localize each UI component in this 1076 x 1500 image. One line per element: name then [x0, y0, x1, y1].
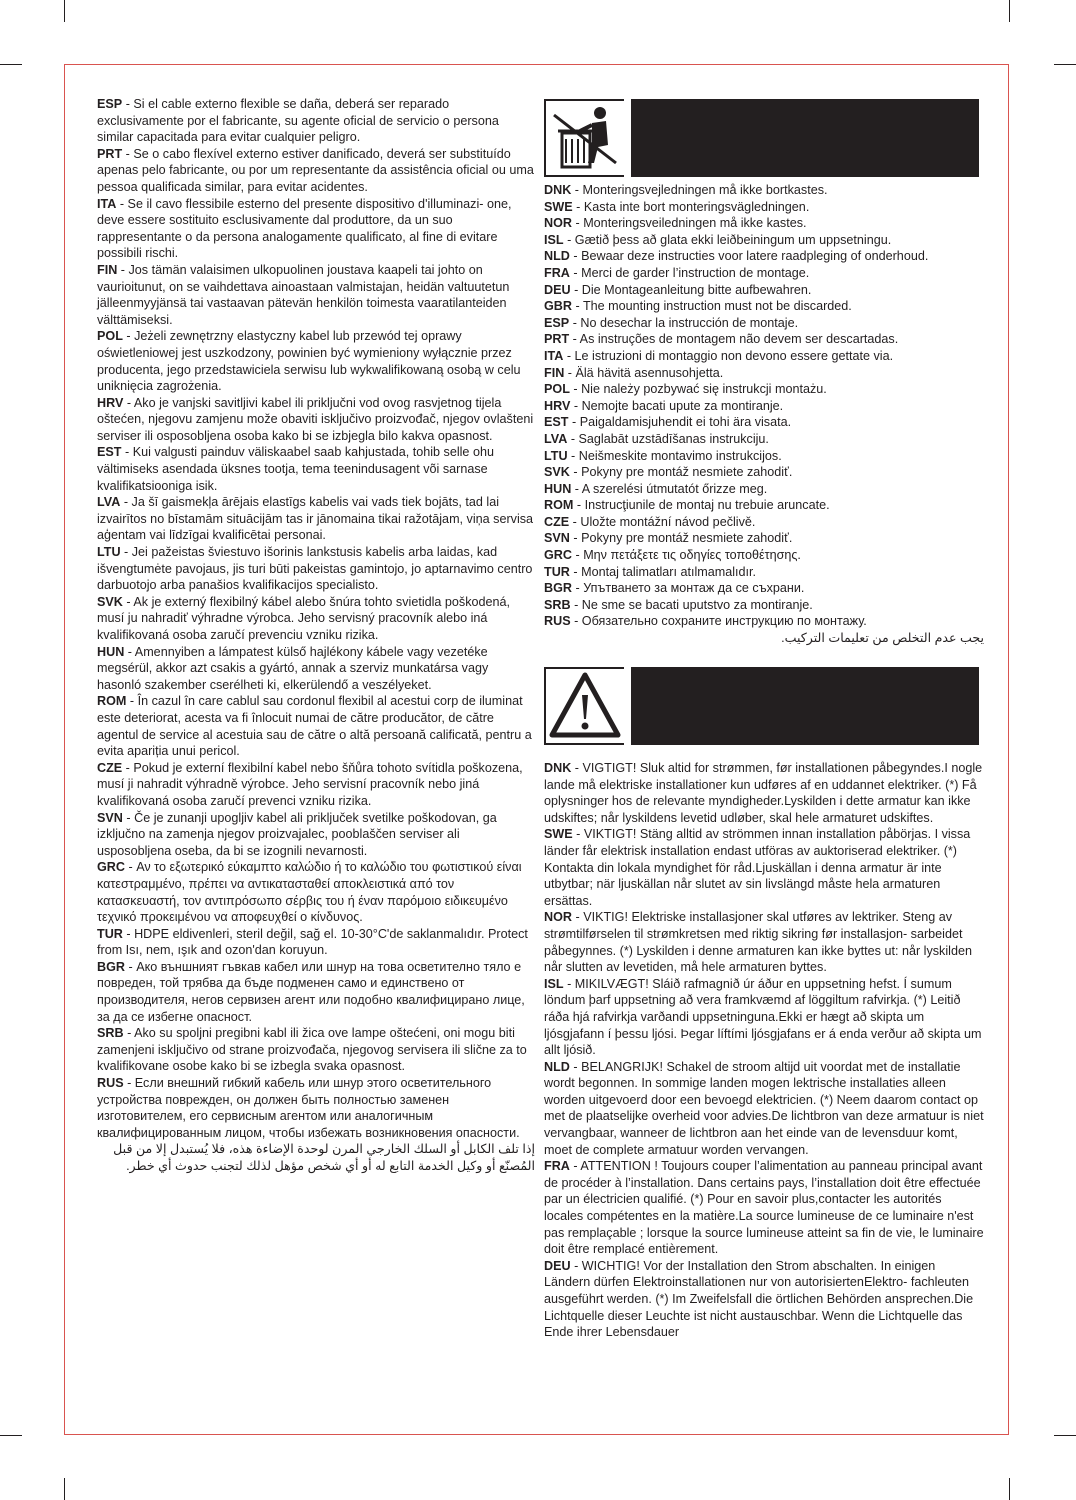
language-text: - Älä hävitä asennusohjetta.	[564, 365, 724, 380]
language-code: POL	[97, 329, 123, 344]
language-entry	[544, 348, 984, 365]
language-text: - Če je zunanji upogljiv kabel ali priključek svetilke poškodovan, ga izključno na zamenja njegov proizvajalec, pooblaščen serviser ali usposobljena oseba, da bi se izognili nevarnosti.	[97, 810, 497, 858]
language-entry	[97, 594, 535, 644]
language-entry	[97, 444, 535, 494]
language-entry	[544, 265, 984, 282]
language-text: - Nemojte bacati upute za montiranje.	[570, 398, 784, 413]
language-text: - Jeżeli zewnętrzny elastyczny kabel lub przewód tej oprawy oświetleniowej jest uszkodzony, powinien być wymieniony wyłącznie przez producenta, jego przedstawiciela serwisu lub wykwalifikowaną osobą w celu uniknięcia zagrożenia.	[97, 329, 521, 394]
language-code: GRC	[97, 860, 125, 875]
language-code: ISL	[544, 976, 564, 991]
crop-mark-top-right-v	[1009, 0, 1010, 22]
language-entry	[544, 613, 984, 630]
language-text: - Обязательно сохраните инструкцию по монтажу.	[570, 614, 867, 629]
language-code: NLD	[544, 1059, 570, 1074]
language-entry	[544, 481, 984, 498]
crop-mark-bottom-left-v	[64, 1478, 65, 1500]
language-entry	[97, 959, 535, 1025]
language-entry	[544, 215, 984, 232]
language-code: BGR	[544, 581, 572, 596]
language-entry	[544, 381, 984, 398]
language-entry	[97, 494, 535, 544]
language-text: - Μην πετάξετε τις οδηγίες τοποθέτησης.	[572, 548, 801, 563]
language-entry	[544, 282, 984, 299]
arabic-manual-keep: يجب عدم التخلص من تعليمات التركيب.	[781, 631, 984, 646]
language-entry	[544, 315, 984, 332]
language-text: - ATTENTION ! Toujours couper l’alimentation au panneau principal avant de procéder à l’installation. Dans certains pays, l’installation doit être effectuée par un électricien qualifié. (*) Pour en savoir plus,contacter les autorités locales compétentes en la matière.La source lumineuse de ce luminaire n'est pas remplaçable ; lorsque la source lumineuse atteint sa fin de vie, le luminaire doit être remplacé entièrement.	[544, 1159, 984, 1257]
language-text: - Se il cavo flessibile esterno del presente dispositivo d'illuminazi- one, deve essere sostituito esclusivamente dal produttore, da un suo rappresentante o da persona analogamente qualificato, al fine di evitare possibili rischi.	[97, 196, 512, 261]
language-text: - No desechar la instrucción de montaje.	[569, 315, 799, 330]
language-text: - Kui valgusti painduv väliskaabel saab kahjustada, tohib selle ohu vältimiseks asendada üksnes tootja, tema teenindusagent või sarnase kvalifikatsiooniga isik.	[97, 445, 494, 493]
language-code: LTU	[544, 448, 568, 463]
language-text: - Monteringsvejledningen må ikke bortkastes.	[571, 183, 828, 197]
language-text: - Amennyiben a lámpatest külső hajlékony kábele vagy vezetéke megsérül, akkor azt csakis a gyártó, annak a szerviz munkatársa vagy hasonló szakember cserélheti ki, elkerülendő a veszélyeket.	[97, 644, 489, 692]
language-code: HRV	[97, 395, 124, 410]
language-entry	[544, 464, 984, 481]
right-bottom-column	[544, 760, 984, 1341]
language-text: - Jos tämän valaisimen ulkopuolinen joustava kaapeli tai johto on vaurioitunut, on se vaihdettava ainoastaan valmistajan, heidän valtuutetun jälleenmyyjänsä tai vastaavan pätevän henkilön toimesta vaaratilanteiden välttämiseksi.	[97, 262, 510, 327]
no-dustbin-icon	[546, 101, 624, 175]
language-code: DEU	[544, 282, 571, 297]
language-code: ROM	[97, 694, 127, 709]
language-text: - Montaj talimatları atılmamalıdır.	[569, 564, 757, 579]
warning-triangle-icon	[546, 669, 624, 743]
language-code: PRT	[544, 332, 570, 347]
language-entry	[544, 760, 984, 826]
language-entry	[544, 514, 984, 531]
language-code: RUS	[97, 1076, 124, 1091]
language-text: - Ak je externý flexibilný kábel alebo šnúra tohto svietidla poškodená, musí ju nahradiť výhradne výrobca. Jeho servisný pracovník alebo iná kvalifikovaná osoba zaručí prevenciu vzniku rizika.	[97, 594, 511, 642]
language-text: - Kasta inte bort monteringsvägledningen.	[572, 199, 810, 214]
banner-gap	[624, 99, 631, 177]
language-entry	[544, 597, 984, 614]
language-entry	[544, 448, 984, 465]
language-text: - Nie należy pozbywać się instrukcji montażu.	[569, 382, 827, 397]
language-code: NOR	[544, 216, 572, 231]
language-code: FIN	[97, 262, 118, 277]
language-code: ITA	[544, 348, 564, 363]
language-text: - Le istruzioni di montaggio non devono essere gettate via.	[563, 348, 894, 363]
language-code: SWE	[544, 199, 573, 214]
language-text: - Merci de garder l’instruction de montage.	[569, 265, 810, 280]
language-entry	[97, 328, 535, 394]
language-text: - Ako je vanjski savitljivi kabel ili priključni vod ovog rasvjetnog tijela oštećen, njegovu zamjenu može obaviti isključivo proizvođač, njegov ovlašteni serviser ili osposobljena osoba kako bi se izbjegla bilo kakva opasnost.	[97, 395, 534, 443]
language-text: - WICHTIG! Vor der Installation den Strom abschalten. In einigen Ländern dürfen Elektroinstallationen nur von autorisiertenElektro- fachleuten ausgeführt werden. (*) Im Zweifelsfall die örtlichen Behörden ansprechen.Die Lichtquelle dieser Leuchte ist nicht austauschbar. Wenn die Lichtquelle das Ende ihrer Lebensdauer	[544, 1258, 974, 1340]
language-entry	[97, 644, 535, 694]
disposal-banner	[544, 99, 979, 177]
language-code: BGR	[97, 959, 125, 974]
language-entry	[97, 146, 535, 196]
language-text: - În cazul în care cablul sau cordonul flexibil al acestui corp de iluminat este deteriorat, acesta va fi înlocuit numai de către producător, de către agentul de service al acestuia sau de către o altă persoană calificată, pentru a evita apariția unui pericol.	[97, 694, 532, 759]
language-entry	[544, 1158, 984, 1258]
language-text: - Ja šī gaismekļa ārējais elastīgs kabelis vai vads tiek bojāts, tad lai izvairītos no bīstamām situācijām tas ir jānomaina tikai ražotājam, viņa servisa aģentam vai līdzīgai kvalificētai personai.	[97, 495, 534, 543]
language-text: - Pokyny pre montáž nesmiete zahodiť.	[569, 465, 793, 480]
language-text: - VIKTIGT! Stäng alltid av strömmen innan installation påbörjas. I vissa länder får elektrisk installation endast utföras av auktoriserad elektriker. (*) Kontakta din lokala myndighet för råd.Ljuskällan i denna armatur är inte utbytbar; när ljuskällan når slutet av sin livslängd måste hela armaturen ersättas.	[544, 827, 971, 908]
language-code: HUN	[97, 644, 125, 659]
language-entry	[97, 262, 535, 328]
language-entry	[97, 693, 535, 759]
language-code: ESP	[544, 315, 570, 330]
language-code: SVN	[544, 531, 570, 546]
language-entry	[544, 431, 984, 448]
language-entry	[97, 1075, 535, 1141]
language-text: - Если внешний гибкий кабель или шнур этого осветительного устройства поврежден, он должен быть полностью заменен изготовителем, его сервисным агентом или аналогичным квалифицированным лицом, чтобы избежать возникновения опасности.	[97, 1076, 520, 1140]
crop-mark-top-left-v	[64, 0, 65, 22]
language-code: TUR	[544, 564, 570, 579]
installation-warning-list	[544, 760, 984, 1341]
language-code: SVK	[544, 465, 570, 480]
crop-mark-bottom-right-h	[1054, 1435, 1076, 1436]
language-text: - Pokud je externí flexibilní kabel nebo šňůra tohoto svítidla poškozena, musí ji nahradit výhradně výrobce. Jeho servisní pracovník nebo jiná kvalifikovaná osoba zaručí prevenci vzniku rizika.	[97, 760, 523, 808]
language-entry	[544, 248, 984, 265]
language-text: - Uložte montážní návod pečlivě.	[569, 514, 756, 529]
language-entry	[544, 909, 984, 975]
language-entry	[97, 760, 535, 810]
language-entry	[544, 182, 984, 199]
language-code: ROM	[544, 498, 574, 513]
language-entry	[97, 196, 535, 262]
language-code: NOR	[544, 910, 572, 925]
language-entry	[544, 414, 984, 431]
language-code: HUN	[544, 481, 572, 496]
language-code: RUS	[544, 614, 571, 629]
language-entry	[544, 331, 984, 348]
language-code: GRC	[544, 548, 572, 563]
language-text: - Ako su spoljni pregibni kabl ili žica ove lampe oštećeni, oni mogu biti zamenjeni isključivo od strane proizvođača, njegovog servisera ili slične za to kvalifikovane osobe kako bi se izbegla svaka opasnost.	[97, 1026, 527, 1074]
language-text: - MIKILVÆGT! Sláið rafmagnið úr áður en uppsetning hefst. Í sumum löndum þarf uppsetning að vera framkvæmd af löggiltum rafvirkja. (*) Leitið ráða hjá rafvirkja varðandi uppsetninguna.Ekki er hægt að skipta um ljósgjafann í þessu ljósi. Þegar líftími ljósgjafans er á enda verður að skipta um allt ljósið.	[544, 976, 982, 1058]
language-entry	[97, 859, 535, 925]
language-code: PRT	[97, 146, 123, 161]
language-code: DNK	[544, 183, 572, 197]
language-code: FRA	[544, 1159, 570, 1174]
language-text: - Monteringsveiledningen må ikke kastes.	[572, 216, 807, 231]
language-entry	[544, 398, 984, 415]
language-code: GBR	[544, 299, 572, 314]
left-column	[97, 96, 535, 1175]
language-entry	[97, 395, 535, 445]
language-code: LVA	[544, 431, 568, 446]
language-entry	[544, 365, 984, 382]
language-text: - Die Montageanleitung bitte aufbewahren.	[570, 282, 812, 297]
language-entry	[544, 564, 984, 581]
language-code: HRV	[544, 398, 571, 413]
language-entry	[544, 199, 984, 216]
manual-keep-list	[544, 182, 984, 630]
banner-gap	[624, 667, 631, 745]
language-text: - Gætið þess að glata ekki leiðbeiningum um uppsetningu.	[563, 232, 892, 247]
language-code: EST	[97, 445, 122, 460]
language-code: LVA	[97, 495, 121, 510]
language-text: - BELANGRIJK! Schakel de stroom altijd uit voordat met de installatie wordt begonnen. In sommige landen mogen lektrische installaties alleen worden uitgevoerd door een bevoegd elektricien. (*) Neem daarom contact op met de plaatselijke overheid voor advies.De lichtbron van deze armatuur is niet vervangbaar, wanneer de lichtbron aan het einde van de levensduur komt, moet de complete armatuur worden vervangen.	[544, 1059, 984, 1157]
language-text: - Bewaar deze instructies voor latere raadpleging of onderhoud.	[569, 249, 929, 264]
language-code: DEU	[544, 1258, 571, 1273]
language-text: - Neišmeskite montavimo instrukcijos.	[567, 448, 782, 463]
crop-mark-top-right-h	[1054, 64, 1076, 65]
language-text: - Instrucţiunile de montaj nu trebuie aruncate.	[573, 498, 830, 513]
language-code: ITA	[97, 196, 117, 211]
language-entry	[544, 232, 984, 249]
language-code: LTU	[97, 545, 121, 560]
language-entry	[544, 497, 984, 514]
warning-banner	[544, 667, 979, 745]
language-text: - VIGTIGT! Sluk altid for strømmen, før installationen påbegyndes.I nogle lande må elektriske installationer kun udføres af en uddannet elektriker. (*) Få oplysninger hos de relevante myndigheder.Lyskilden i dette armatur kan ikke udskiftes; når lyskildens levetid udløber, skal hele armaturet udskiftes.	[544, 761, 983, 825]
language-text: - Se o cabo flexível externo estiver danificado, deverá ser substituído apenas pelo fabricante, ou por um representante da assistência oficial ou uma pessoa qualificada similar, para evitar acidentes.	[97, 146, 534, 194]
language-code: SRB	[544, 597, 571, 612]
language-entry	[97, 1025, 535, 1075]
language-text: - Ne sme se bacati uputstvo za montiranje.	[570, 597, 813, 612]
language-entry	[544, 976, 984, 1059]
language-entry	[544, 1059, 984, 1159]
language-entry	[97, 810, 535, 860]
crop-mark-top-left-h	[0, 64, 22, 65]
language-entry	[97, 96, 535, 146]
language-code: FIN	[544, 365, 565, 380]
language-code: CZE	[544, 514, 570, 529]
language-text: - Paigaldamisjuhendit ei tohi ära visata.	[568, 415, 792, 430]
language-code: POL	[544, 382, 570, 397]
language-code: TUR	[97, 926, 123, 941]
language-text: - Si el cable externo flexible se daña, deberá ser reparado exclusivamente por el fabricante, su agente oficial de servicio o persona similar capacitada para evitar cualquier peligro.	[97, 97, 499, 145]
arabic-cable-warning: إذا تلف الكابل أو السلك الخارجي المرن لوحدة الإضاءة هذه، فلا يُستبدل إلا من قبل المُصنّع أو وكيل الخدمة التابع له أو أي شخص مؤهل لذلك لتجنب حدوث أي خطر.	[113, 1142, 535, 1173]
language-text: - Pokyny pre montáž nesmiete zahodiť.	[569, 531, 793, 546]
language-text: - A szerelési útmutatót őrizze meg.	[571, 481, 768, 496]
language-entry	[544, 826, 984, 909]
language-code: CZE	[97, 760, 123, 775]
language-code: ISL	[544, 232, 564, 247]
language-text: - VIKTIG! Elektriske installasjoner skal utføres av lektriker. Steng av strømtilførselen til strømkretsen med riktig sikring før installasjon- sarbeidet påbegynnes. (*) Lyskilden i denne armaturen kan ikke byttes ut: når lyskilden når slutten av levetiden, må hele armaturen byttes.	[544, 910, 972, 975]
right-top-column	[544, 182, 984, 647]
language-code: ESP	[97, 97, 123, 111]
language-text: - Αν το εξωτερικό εύκαμπτο καλώδιο ή το καλώδιο του φωτιστικού είναι κατεστραμμένο, πρέπει να αντικατασταθεί αποκλειστικά από τον κατασκευαστή, τον αντιπρόσωπο σέρβις του ή έναν παρόμοιο ειδικευμένο τεχνικό προκειμένου να αποφευχθεί ο κίνδυνος.	[97, 860, 522, 925]
language-text: - HDPE eldivenleri, steril değil, sağ el. 10-30°C'de saklanmalıdır. Protect from Isı, nem, ışık and ozon'dan koruyun.	[97, 926, 528, 958]
language-code: SVN	[97, 810, 123, 825]
language-entry	[544, 530, 984, 547]
language-entry	[97, 926, 535, 959]
language-text: - Упътването за монтаж да се съхрани.	[572, 581, 805, 596]
language-text: - The mounting instruction must not be discarded.	[572, 299, 852, 314]
language-entry	[97, 544, 535, 594]
language-code: SVK	[97, 594, 123, 609]
language-entry	[544, 580, 984, 597]
language-entry	[544, 547, 984, 564]
language-text: - As instruções de montagem não devem ser descartadas.	[569, 332, 899, 347]
language-text: - Jei pažeistas šviestuvo išorinis lankstusis kabelis arba laidas, kad išvengtumėte pavojaus, jis turi būti pakeistas gamintojo, jo aptarnavimo centro darbuotojo arba panašios kvalifikacijos specialisto.	[97, 545, 533, 593]
language-code: DNK	[544, 761, 572, 775]
language-text: - Ако външният гъвкав кабел или шнур на това осветително тяло е повреден, той трябва да бъде подменен само и единствено от производителя, негов сервизен агент или подобно квалифицирано лице, за да се избегне опасност.	[97, 959, 525, 1024]
crop-mark-bottom-right-v	[1009, 1478, 1010, 1500]
language-code: EST	[544, 415, 569, 430]
crop-mark-bottom-left-h	[0, 1435, 22, 1436]
language-entry	[544, 298, 984, 315]
language-text: - Saglabāt uzstādīšanas instrukciju.	[567, 431, 769, 446]
language-code: NLD	[544, 249, 570, 264]
cable-warning-list	[97, 96, 535, 1141]
language-code: FRA	[544, 265, 570, 280]
language-code: SRB	[97, 1026, 124, 1041]
language-code: SWE	[544, 827, 573, 842]
language-entry	[544, 1258, 984, 1341]
